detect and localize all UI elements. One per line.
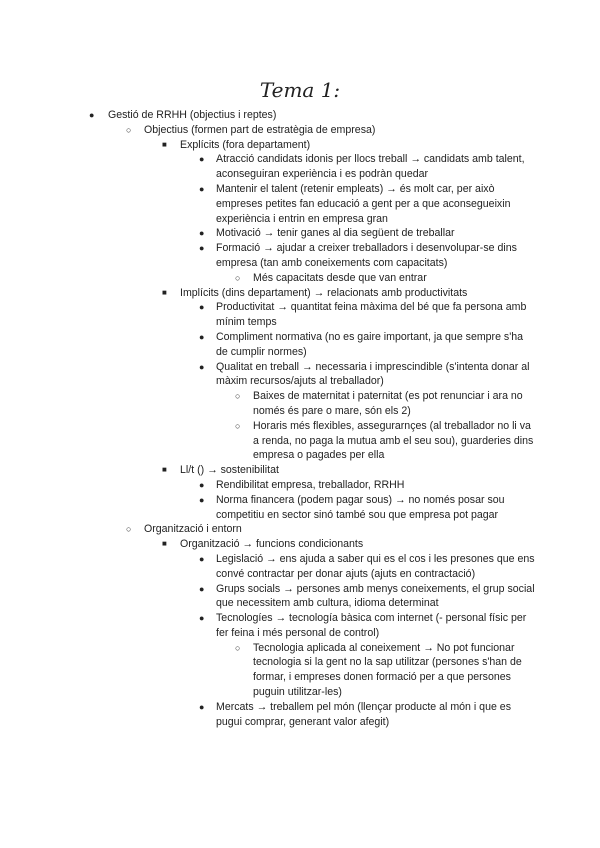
list-item xyxy=(0,463,600,478)
list-item-text: Formació → ajudar a creixer treballadors i desenvolupar-se dins empresa (tan amb coneixements com capacitats) xyxy=(216,242,517,269)
bullet-icon: ● xyxy=(199,302,205,313)
list-item-text: Més capacitats desde que van entrar xyxy=(253,271,427,284)
list-item-text: Objectius (formen part de estratègia de empresa) xyxy=(144,123,376,136)
list-item xyxy=(0,330,600,360)
bullet-icon: ■ xyxy=(162,287,167,297)
page-title: Tema 1: xyxy=(259,78,341,102)
bullet-icon: ○ xyxy=(126,524,132,535)
bullet-icon: ● xyxy=(199,613,205,624)
list-item xyxy=(0,611,600,641)
list-item-text: Compliment normativa (no es gaire important, ja que sempre s'ha de cumplir normes) xyxy=(216,330,524,358)
list-item xyxy=(0,138,600,153)
list-item xyxy=(0,360,600,390)
list-item-text: Explícits (fora departament) xyxy=(180,138,311,151)
list-item-text: Horaris més flexibles, assegurarnçes (al treballador no li va a renda, no paga la mutua amb el seu sou), guarderies dins empresa o pagades per ella xyxy=(253,419,534,462)
bullet-icon: ● xyxy=(199,154,205,165)
list-item-text: Implícits (dins departament) → relacionats amb productivitats xyxy=(180,286,468,299)
list-item xyxy=(0,522,600,537)
list-item xyxy=(0,300,600,330)
bullet-icon: ● xyxy=(199,583,205,594)
list-item xyxy=(0,271,600,286)
bullet-icon: ■ xyxy=(162,465,167,475)
list-item-text: Tecnologíes → tecnología bàsica com internet (- personal físic per fer feina i més personal de control) xyxy=(216,612,527,639)
list-item-text: Ll/t () → sostenibilitat xyxy=(180,464,279,477)
list-item-text: Rendibilitat empresa, treballador, RRHH xyxy=(216,478,405,491)
list-item xyxy=(0,182,600,226)
bullet-icon: ○ xyxy=(235,272,241,283)
list-item xyxy=(0,241,600,271)
list-item-text: Gestió de RRHH (objectius i reptes) xyxy=(108,109,277,121)
list-item-text: Mantenir el talent (retenir empleats) → és molt car, per això empreses petites fan educació a gent per a que aconsegueixin experiència i entrin en empresa gran xyxy=(216,182,511,225)
list-item-text: Organització → funcions condicionants xyxy=(180,538,364,551)
bullet-icon: ■ xyxy=(162,139,167,149)
list-item-text: Legislació → ens ajuda a saber qui es el cos i les presones que ens convé contractar per donar ajuts (ajuts en contractació) xyxy=(216,552,535,580)
list-item xyxy=(0,152,600,182)
bullet-icon: ○ xyxy=(126,124,132,135)
list-item xyxy=(0,226,600,241)
list-item-text: Organització i entorn xyxy=(144,523,242,536)
list-item-text: Qualitat en treball → necessaria i imprescindible (s'intenta donar al màxim recursos/ajuts al treballador) xyxy=(216,360,530,388)
bullet-icon: ● xyxy=(199,183,205,194)
list-item-text: Motivació → tenir ganes al dia següent de treballar xyxy=(216,227,455,240)
list-item-text: Productivitat → quantitat feina màxima del bé que fa persona amb mínim temps xyxy=(216,301,527,329)
bullet-icon: ● xyxy=(199,494,205,505)
list-item-text: Grups socials → persones amb menys coneixements, el grup social que necessitem amb cultura, idioma determinat xyxy=(216,582,535,610)
bullet-icon: ○ xyxy=(235,420,241,431)
list-item xyxy=(0,552,600,582)
bullet-icon: ○ xyxy=(235,642,241,653)
bullet-icon: ● xyxy=(199,553,205,564)
list-item xyxy=(0,582,600,612)
list-item-text: Baixes de maternitat i paternitat (es pot renunciar i ara no només és pare o mare, són els 2) xyxy=(253,390,523,417)
list-item-text: Mercats → treballem pel món (llençar producte al món i que es pugui comprar, generant valor afegit) xyxy=(216,700,511,728)
notes-outline xyxy=(0,108,600,729)
bullet-icon: ● xyxy=(199,479,205,490)
list-item xyxy=(0,537,600,552)
list-item-text: Tecnologia aplicada al coneixement → No pot funcionar tecnologia si la gent no la sap utilitzar (persones s'han de formar, i empreses donen formació per a que persones puguin utilitzar-les) xyxy=(253,641,522,699)
list-item xyxy=(0,493,600,523)
list-item xyxy=(0,641,600,700)
list-item xyxy=(0,108,600,123)
list-item xyxy=(0,286,600,301)
bullet-icon: ● xyxy=(199,331,205,342)
bullet-icon: ● xyxy=(199,243,205,254)
list-item xyxy=(0,389,600,419)
list-item xyxy=(0,123,600,138)
list-item xyxy=(0,478,600,493)
list-item-text: Norma financera (podem pagar sous) → no només posar sou competitiu en sector sinó també sou que empresa pot pagar xyxy=(216,493,505,521)
bullet-icon: ■ xyxy=(162,539,167,549)
bullet-icon: ● xyxy=(89,110,95,120)
list-item-text: Atracció candidats idonis per llocs treball → candidats amb talent, aconseguiran experiència i es podràn quedar xyxy=(216,153,525,181)
bullet-icon: ● xyxy=(199,228,205,239)
bullet-icon: ● xyxy=(199,701,205,712)
bullet-icon: ● xyxy=(199,361,205,372)
list-item xyxy=(0,700,600,730)
bullet-icon: ○ xyxy=(235,391,241,402)
list-item xyxy=(0,419,600,463)
